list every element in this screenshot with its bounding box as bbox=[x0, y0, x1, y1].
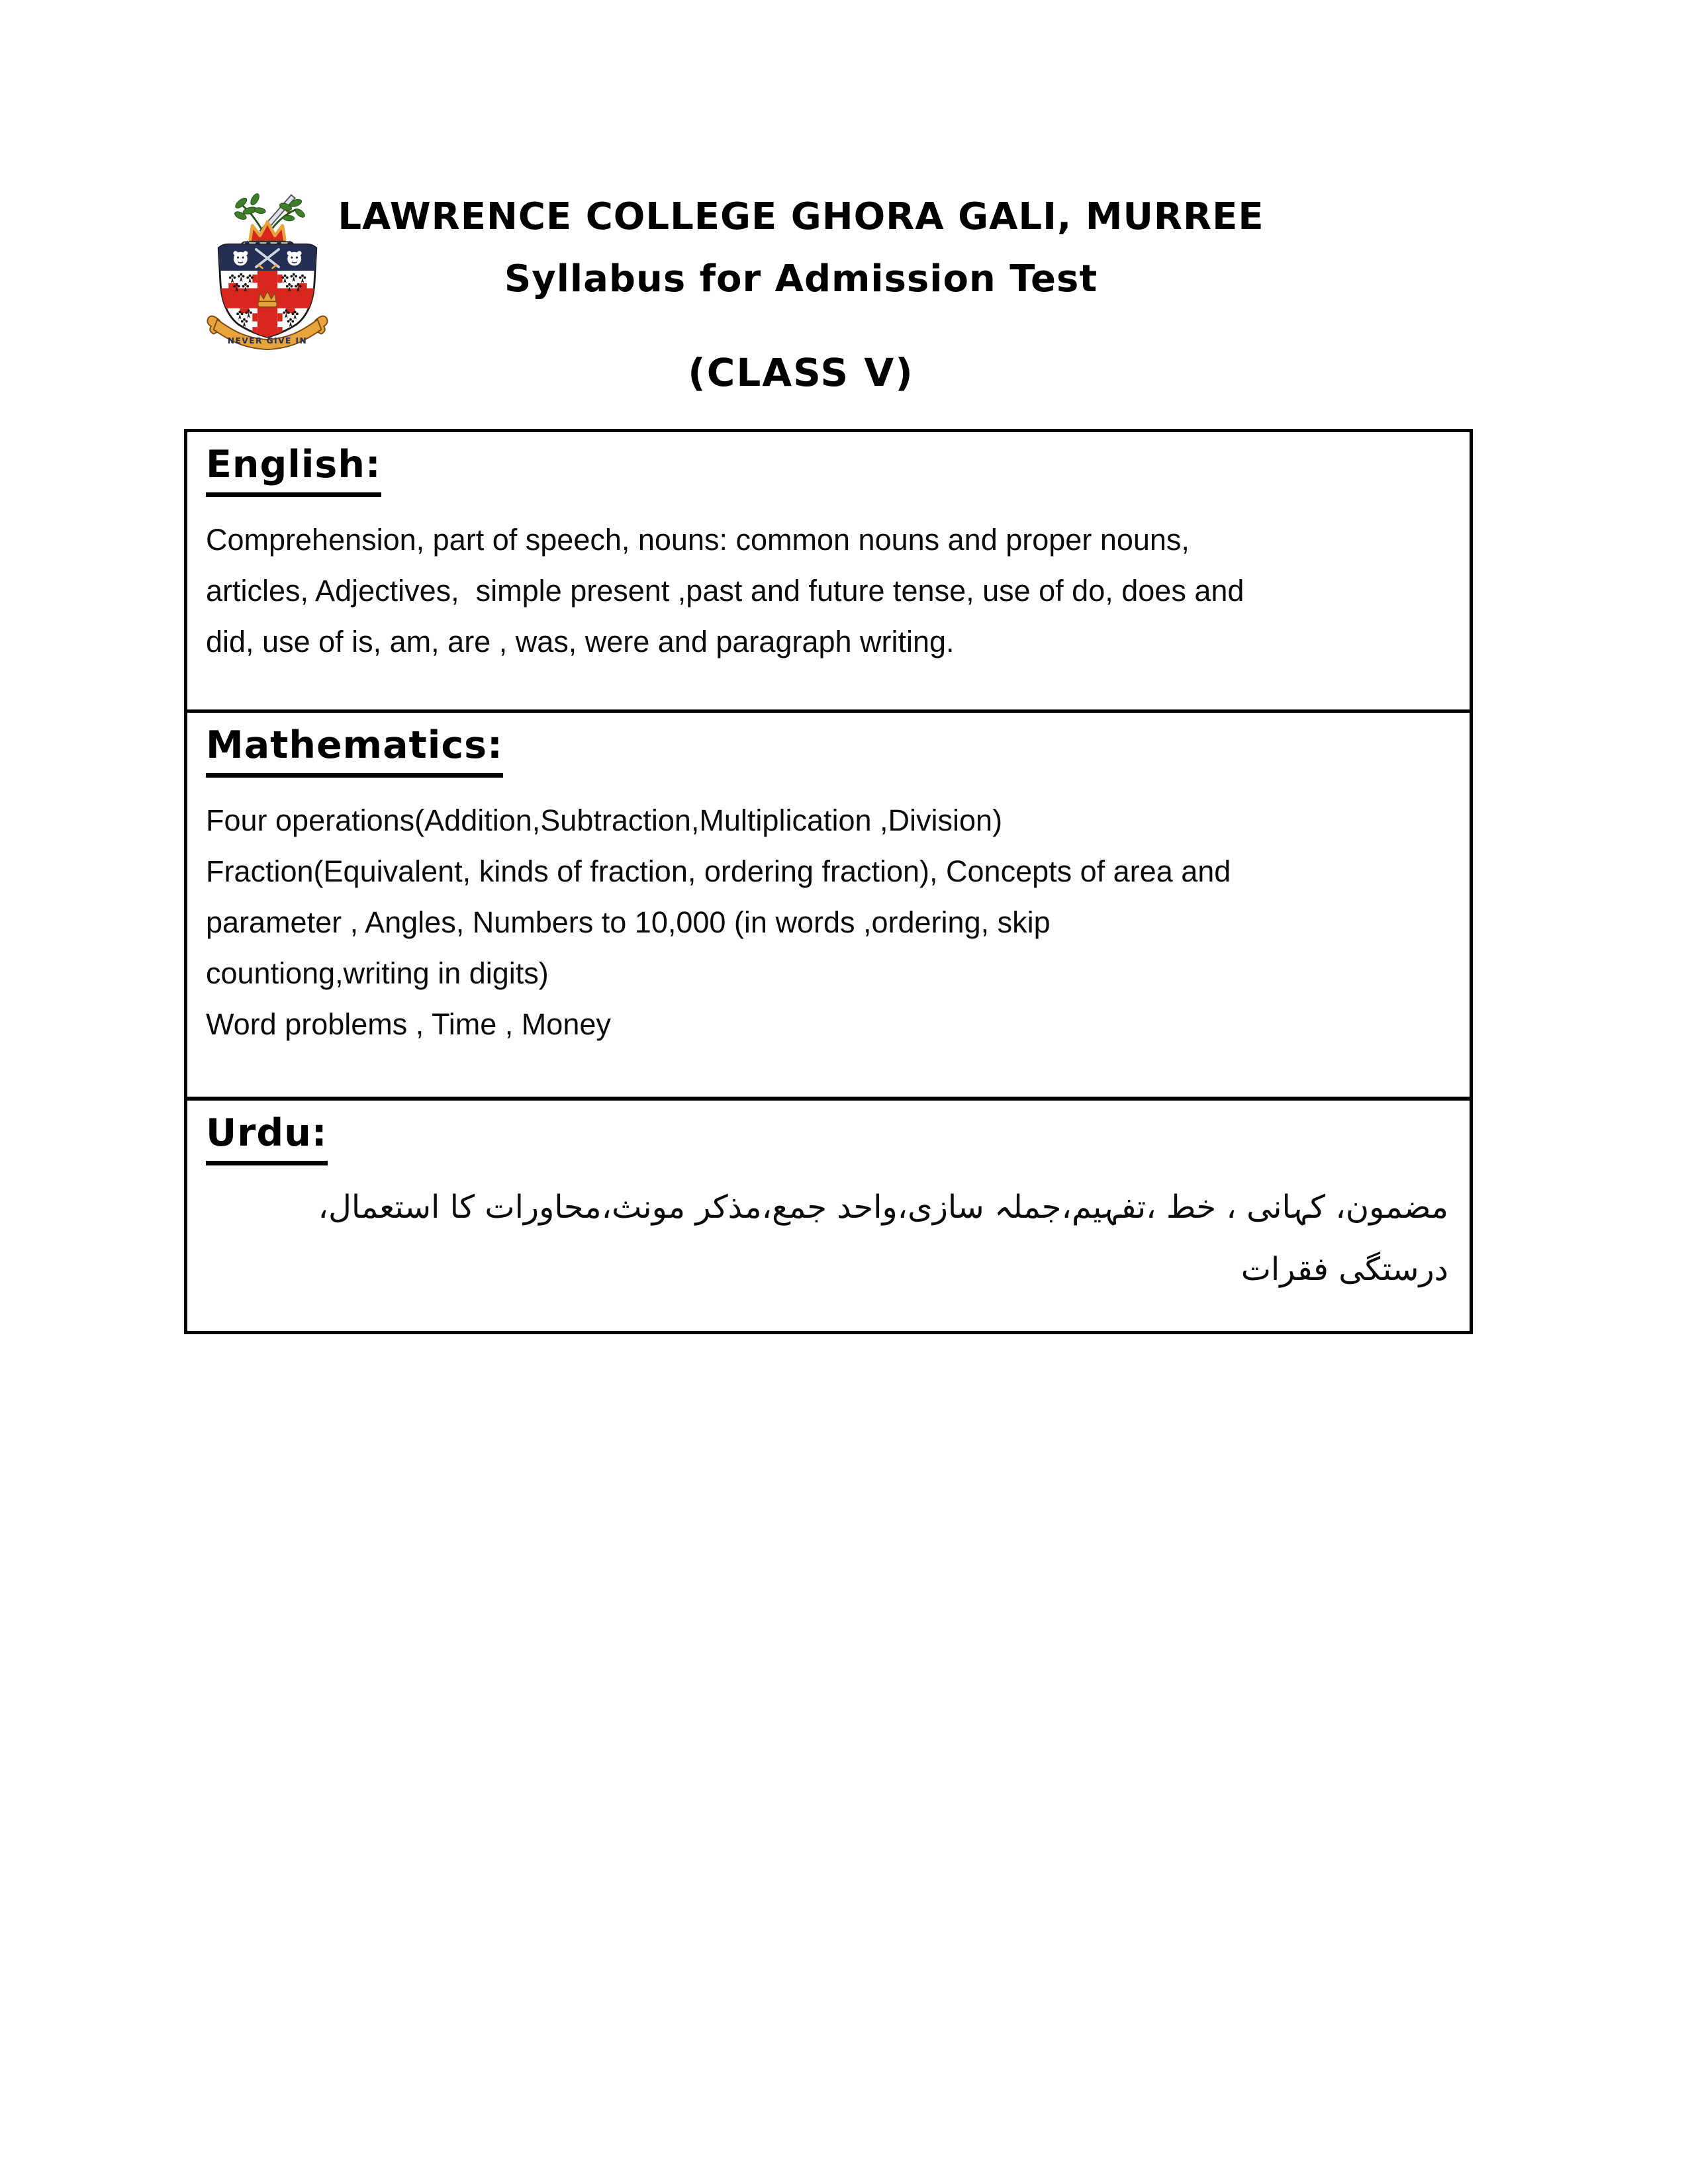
college-name-title: LAWRENCE COLLEGE GHORA GALI, MURREE bbox=[338, 195, 1264, 238]
syllabus-line: countiong,writing in digits) bbox=[206, 956, 549, 990]
syllabus-line: Fraction(Equivalent, kinds of fraction, ordering fraction), Concepts of area and bbox=[206, 854, 1231, 888]
section-mathematics bbox=[187, 709, 1470, 1097]
mathematics-heading: Mathematics: bbox=[206, 723, 503, 778]
syllabus-table bbox=[184, 429, 1473, 1334]
english-body bbox=[206, 514, 1452, 667]
urdu-body bbox=[206, 1176, 1452, 1300]
syllabus-line: Comprehension, part of speech, nouns: common nouns and proper nouns, bbox=[206, 523, 1190, 557]
document-title: Syllabus for Admission Test bbox=[504, 257, 1098, 300]
syllabus-line: Word problems , Time , Money bbox=[206, 1007, 611, 1041]
section-english bbox=[187, 432, 1470, 709]
urdu-heading: Urdu: bbox=[206, 1111, 328, 1165]
syllabus-line: Four operations(Addition,Subtraction,Multiplication ,Division) bbox=[206, 803, 1003, 837]
mathematics-body bbox=[206, 795, 1452, 1050]
motto-text: NEVER GIVE IN bbox=[227, 336, 308, 345]
syllabus-line: مضمون، کہانی ، خط ،تفہیم،جملہ سازی،واحد جمع،مذکر مونث،محاورات کا استعمال، bbox=[318, 1189, 1448, 1226]
syllabus-line: articles, Adjectives, simple present ,past and future tense, use of do, does and bbox=[206, 574, 1244, 608]
section-urdu bbox=[187, 1097, 1470, 1331]
syllabus-line: parameter , Angles, Numbers to 10,000 (in words ,ordering, skip bbox=[206, 905, 1051, 939]
class-label: (CLASS V) bbox=[688, 350, 914, 395]
syllabus-line: did, use of is, am, are , was, were and paragraph writing. bbox=[206, 625, 955, 659]
english-heading: English: bbox=[206, 443, 381, 497]
syllabus-line: درستگی فقرات bbox=[1241, 1251, 1448, 1288]
